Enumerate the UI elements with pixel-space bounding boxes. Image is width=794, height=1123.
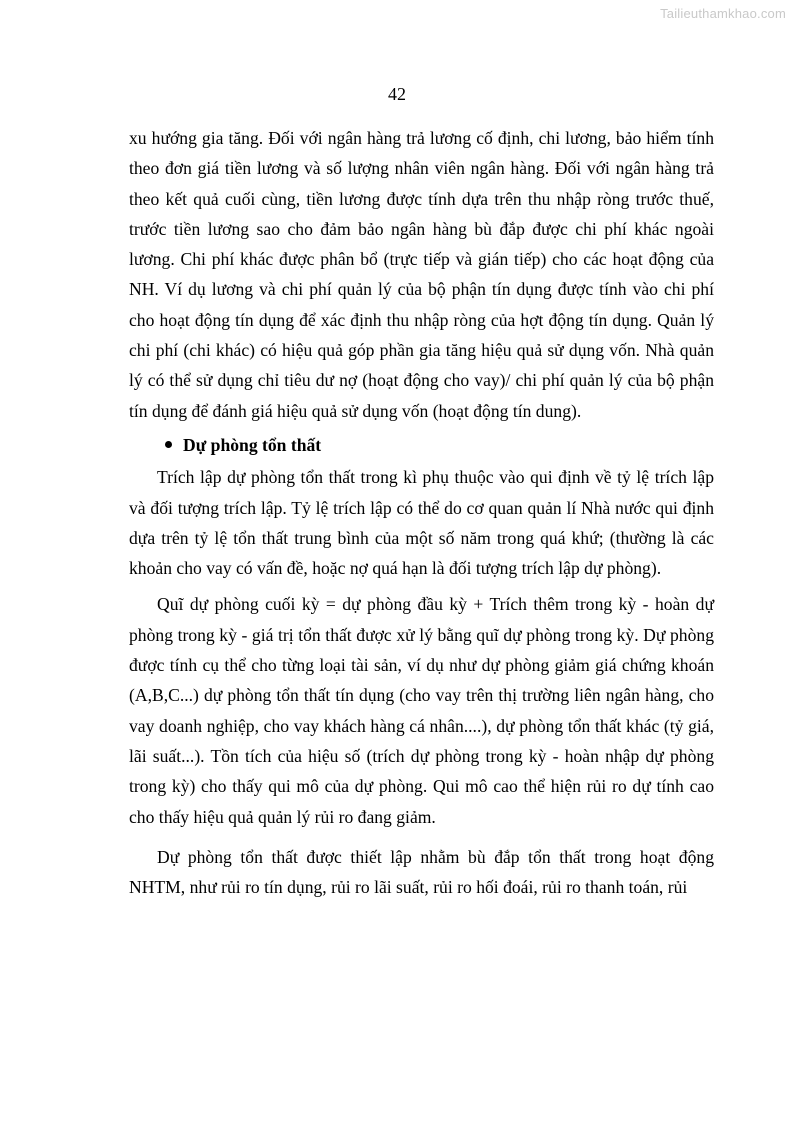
document-body (129, 123, 714, 902)
paragraph-cost-management: xu hướng gia tăng. Đối với ngân hàng trả lương cố định, chi lương, bảo hiểm tính theo đơn giá tiền lương và số lượng nhân viên ngân hàng. Đối với ngân hàng trả theo kết quả cuối cùng, tiền lương được tính dựa trên thu nhập ròng trước thuế, trước tiền lương sao cho đảm bảo ngân hàng bù đắp được chi phí khác ngoài lương. Chi phí khác được phân bổ (trực tiếp và gián tiếp) cho các hoạt động của NH. Ví dụ lương và chi phí quản lý của bộ phận tín dụng được tính vào chi phí cho hoạt động tín dụng để xác định thu nhập ròng của hợt động tín dụng. Quản lý chi phí (chi khác) có hiệu quả góp phần gia tăng hiệu quả sử dụng vốn. Nhà quản lý có thể sử dụng chỉ tiêu dư nợ (hoạt động cho vay)/ chi phí quản lý của bộ phận tín dụng để đánh giá hiệu quả sử dụng vốn (hoạt động tín dung). (129, 128, 714, 421)
section-heading-text: Dự phòng tổn thất (183, 434, 322, 455)
page-number: 42 (388, 84, 406, 104)
paragraph-provision-fund: Quĩ dự phòng cuối kỳ = dự phòng đầu kỳ + Trích thêm trong kỳ - hoàn dự phòng trong kỳ - giá trị tổn thất được xử lý bằng quĩ dự phòng trong kỳ. Dự phòng được tính cụ thể cho từng loại tài sản, ví dụ như dự phòng giảm giá chứng khoán (A,B,C...) dự phòng tổn thất tín dụng (cho vay trên thị trường liên ngân hàng, cho vay doanh nghiệp, cho vay khách hàng cá nhân....), dự phòng tổn thất khác (tỷ giá, lãi suất...). Tồn tích của hiệu số (trích dự phòng trong kỳ - hoàn nhập dự phòng trong kỳ) cho thấy qui mô của dự phòng. Qui mô cao thể hiện rủi ro dự tính cao cho thấy hiệu quả quản lý rủi ro đang giảm. (129, 594, 714, 827)
section-heading-loss-provision (165, 430, 714, 460)
watermark-text: Tailieuthamkhao.com (660, 6, 786, 21)
paragraph-provision-purpose: Dự phòng tổn thất được thiết lập nhằm bù đắp tổn thất trong hoạt động NHTM, như rủi ro tín dụng, rủi ro lãi suất, rủi ro hối đoái, rủi ro thanh toán, rủi (129, 846, 714, 898)
paragraph-provision-rate: Trích lập dự phòng tổn thất trong kì phụ thuộc vào qui định về tỷ lệ trích lập và đối tượng trích lập. Tỷ lệ trích lập có thể do cơ quan quản lí Nhà nước qui định dựa trên tỷ lệ tổn thất trung bình của một số năm trong quá khứ; (thường là các khoản cho vay có vấn đề, hoặc nợ quá hạn là đối tượng trích lập dự phòng). (129, 467, 714, 579)
bullet-icon (165, 441, 172, 448)
